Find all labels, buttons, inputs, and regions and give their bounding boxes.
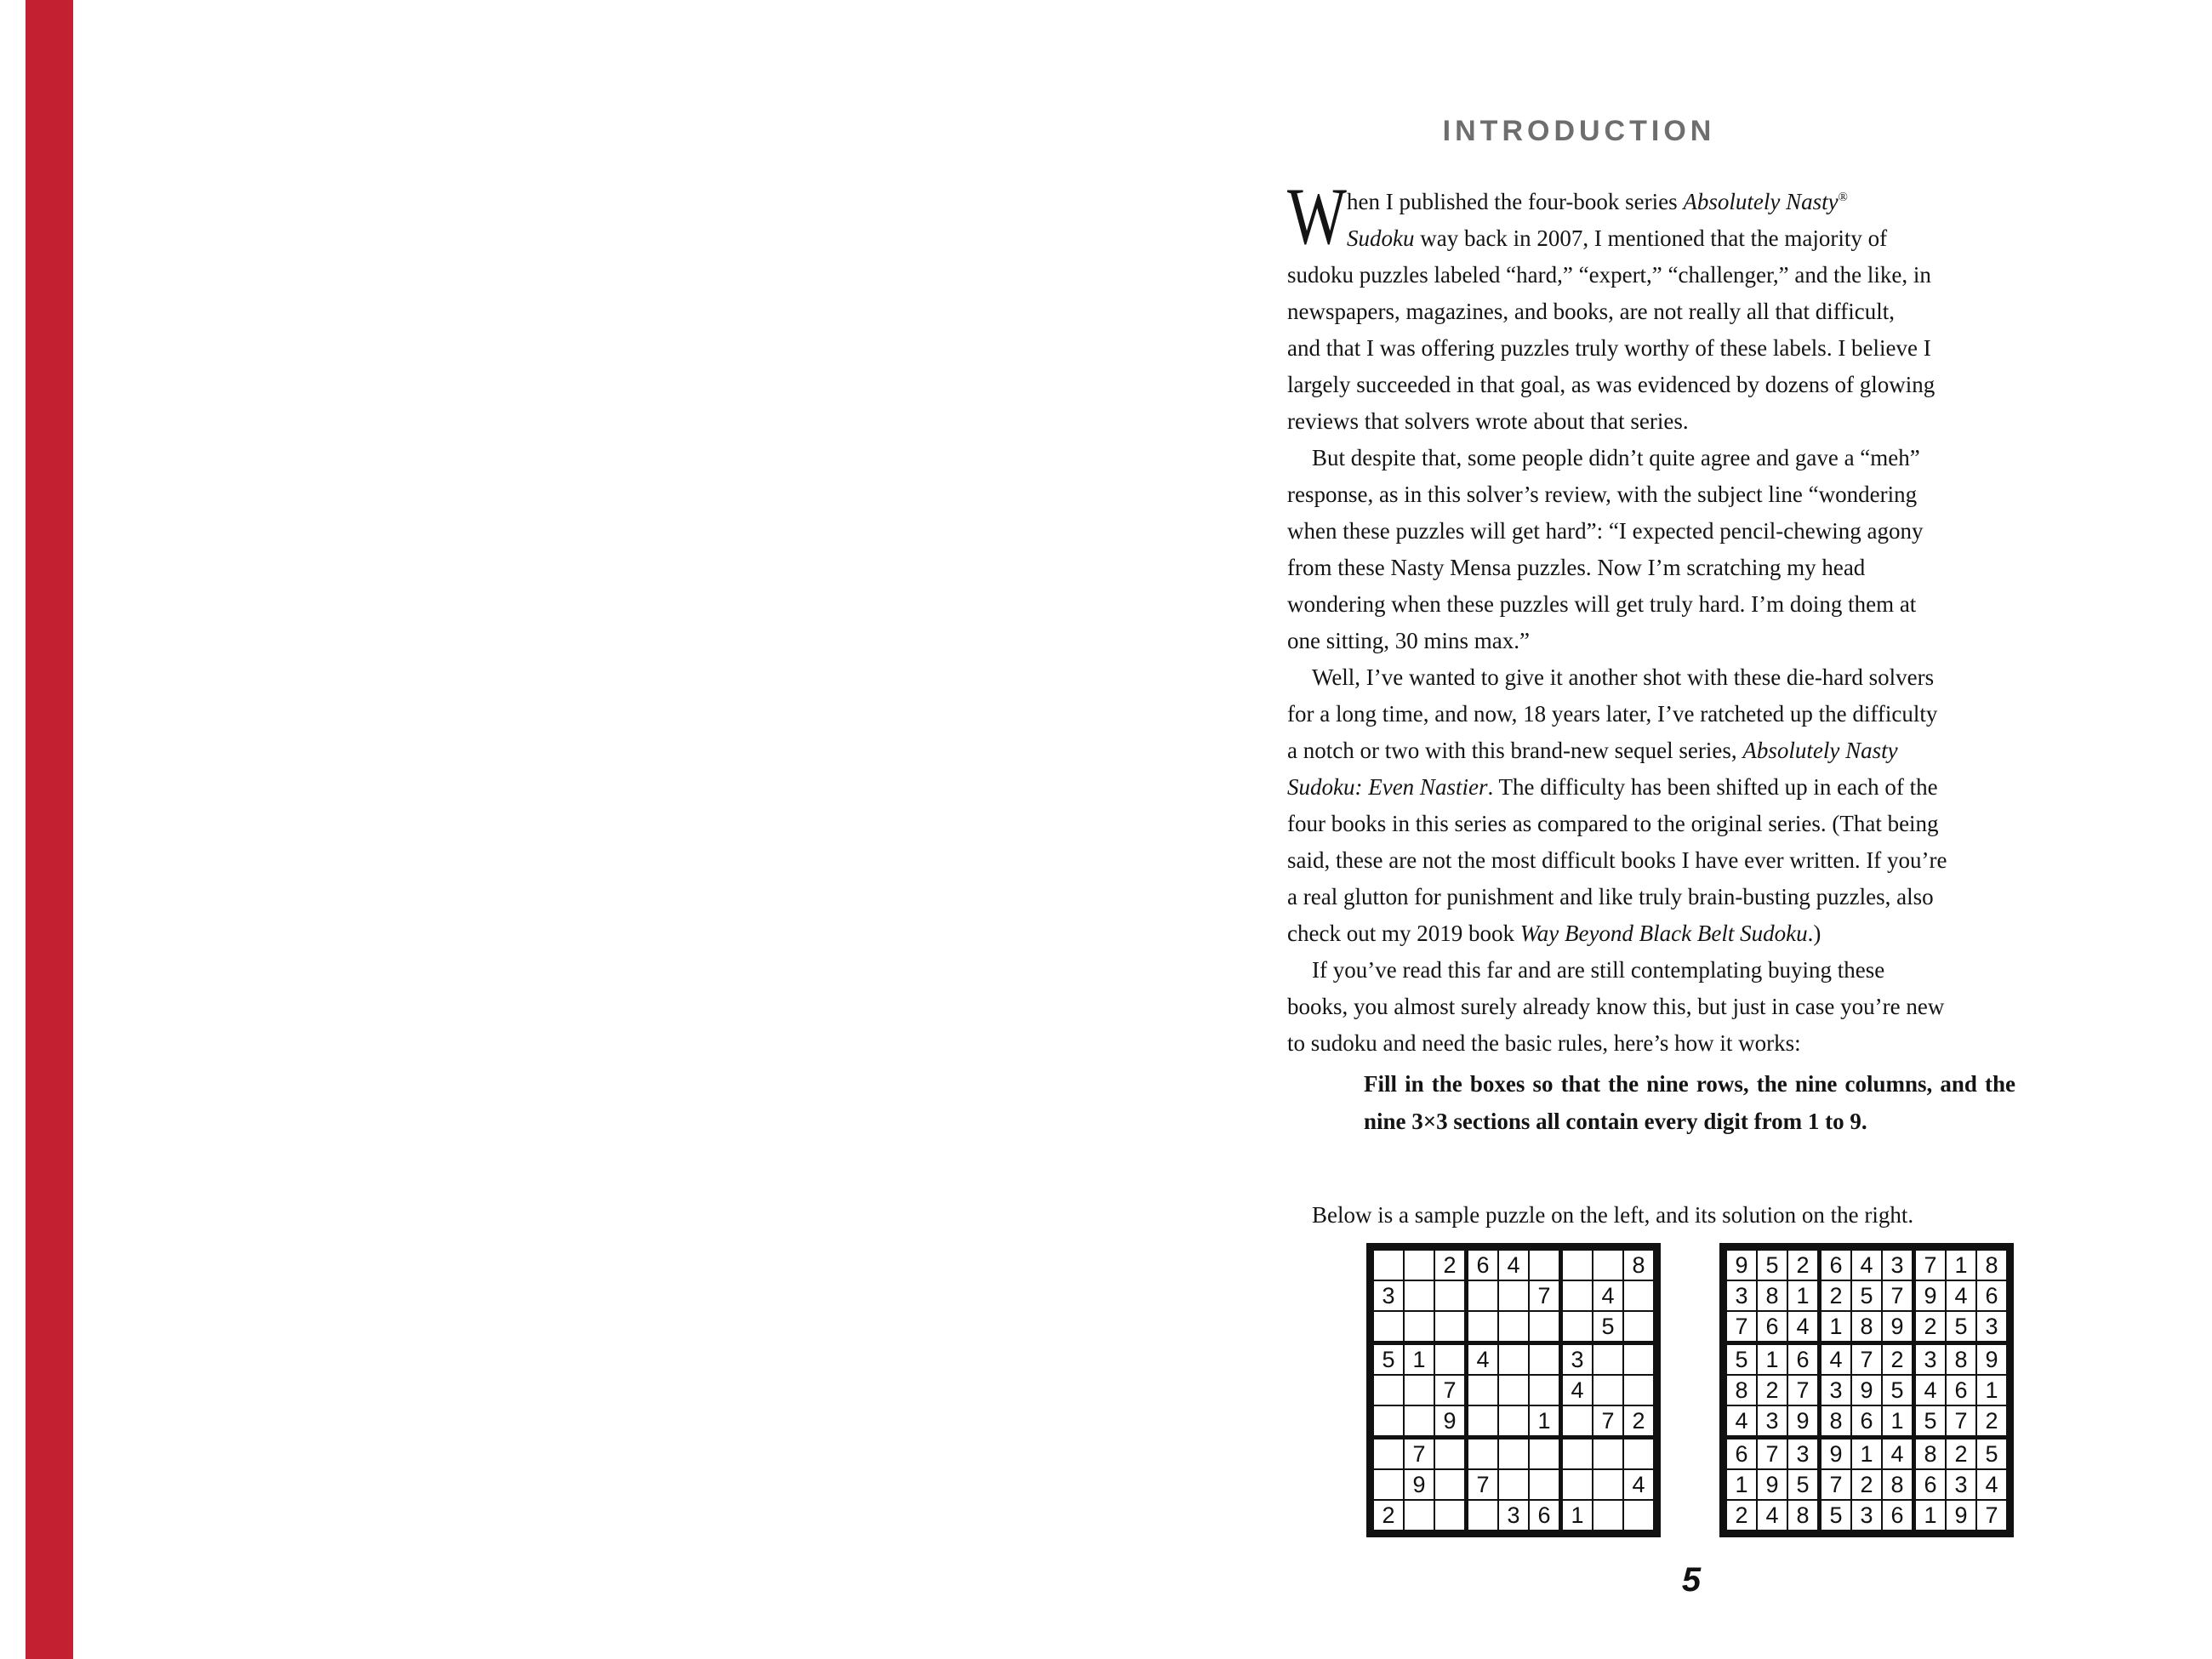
sudoku-cell: 2 [1373,1500,1404,1531]
paragraph [1287,440,2104,659]
sudoku-cell: 7 [1404,1438,1434,1470]
sudoku-cell: 4 [1498,1250,1529,1280]
sudoku-cell: 1 [1787,1280,1820,1311]
sudoku-cell: 7 [1946,1405,1976,1438]
sudoku-cell: 7 [1851,1343,1882,1376]
sudoku-cell: 9 [1851,1375,1882,1405]
sudoku-cell [1498,1438,1529,1470]
paragraph-text: hen I published the four-book series Absolutely Nasty® Sudoku way back in 2007, I mentioned that the majority of sudoku puzzles labeled “hard,” “expert,” “challenger,” and the like, in newspapers, magazines, and books, are not really all that difficult, and that I was offering puzzles truly worthy of these labels. I believe I largely succeeded in that goal, as was evidenced by dozens of glowing reviews that solvers wrote about that series. [1287,189,1936,434]
sudoku-cell: 2 [1623,1405,1654,1438]
sudoku-row [1373,1500,1654,1531]
sudoku-cell: 8 [1976,1250,2007,1280]
sudoku-cell [1373,1438,1404,1470]
sudoku-cell [1561,1311,1593,1343]
sudoku-cell: 7 [1467,1469,1499,1500]
sudoku-cell: 5 [1757,1250,1787,1280]
sudoku-row [1726,1250,2007,1280]
sudoku-cell: 4 [1882,1438,1914,1470]
sudoku-cell [1561,1405,1593,1438]
sudoku-cell [1434,1469,1467,1500]
sudoku-cell [1529,1343,1561,1376]
sudoku-cell [1498,1280,1529,1311]
sudoku-cell: 9 [1404,1469,1434,1500]
sudoku-cell: 1 [1529,1405,1561,1438]
sudoku-cell [1529,1438,1561,1470]
sudoku-cell [1467,1500,1499,1531]
sudoku-row [1373,1438,1654,1470]
sudoku-cell: 5 [1882,1375,1914,1405]
sudoku-cell [1593,1500,1623,1531]
sudoku-cell [1498,1469,1529,1500]
sudoku-cell: 2 [1434,1250,1467,1280]
sudoku-cell: 4 [1820,1343,1852,1376]
sudoku-cell: 5 [1851,1280,1882,1311]
sudoku-row [1373,1311,1654,1343]
sudoku-cell [1561,1280,1593,1311]
sudoku-cell [1593,1343,1623,1376]
sudoku-cell: 4 [1914,1375,1947,1405]
sudoku-cell: 6 [1914,1469,1947,1500]
sudoku-puzzle-grid [1366,1243,1661,1537]
sudoku-cell: 7 [1434,1375,1467,1405]
sudoku-cell [1404,1375,1434,1405]
sudoku-cell: 4 [1757,1500,1787,1531]
sudoku-cell [1373,1375,1404,1405]
sudoku-cell: 1 [1404,1343,1434,1376]
sudoku-cell [1373,1311,1404,1343]
sudoku-cell [1467,1405,1499,1438]
sudoku-cell: 1 [1976,1375,2007,1405]
sudoku-cell: 6 [1467,1250,1499,1280]
sudoku-cell [1498,1405,1529,1438]
sudoku-cell: 5 [1946,1311,1976,1343]
sudoku-cell: 7 [1882,1280,1914,1311]
sudoku-cell: 3 [1914,1343,1947,1376]
sudoku-cell: 3 [1882,1250,1914,1280]
sudoku-cell: 3 [1757,1405,1787,1438]
sudoku-cell [1404,1500,1434,1531]
paragraph [1287,171,2104,440]
sudoku-cell: 5 [1787,1469,1820,1500]
sudoku-cell: 4 [1561,1375,1593,1405]
sudoku-row [1726,1280,2007,1311]
sudoku-row [1373,1280,1654,1311]
sudoku-cell: 3 [1820,1375,1852,1405]
sudoku-cell: 6 [1976,1280,2007,1311]
sudoku-cell [1404,1405,1434,1438]
sudoku-cell: 3 [1787,1438,1820,1470]
paragraph-text: If you’ve read this far and are still contemplating buying these books, you almost surely already know this, but just in case you’re new to sudoku and need the basic rules, here’s how it works: [1287,957,1945,1056]
sudoku-cell: 2 [1820,1280,1852,1311]
drop-cap: W [1287,171,1347,261]
sudoku-cell: 6 [1757,1311,1787,1343]
sudoku-cell: 3 [1726,1280,1757,1311]
sudoku-cell: 2 [1787,1250,1820,1280]
sudoku-cell: 4 [1623,1469,1654,1500]
sudoku-cell: 5 [1726,1343,1757,1376]
sudoku-cell [1529,1311,1561,1343]
sudoku-cell [1529,1250,1561,1280]
sudoku-cell: 7 [1820,1469,1852,1500]
sudoku-cell: 8 [1820,1405,1852,1438]
sample-puzzle-caption: Below is a sample puzzle on the left, and its solution on the right. [1312,1202,1914,1228]
sudoku-cell: 7 [1757,1438,1787,1470]
sudoku-cell [1434,1500,1467,1531]
sudoku-cell [1623,1375,1654,1405]
sudoku-cell: 1 [1851,1438,1882,1470]
sudoku-cell: 2 [1757,1375,1787,1405]
sudoku-cell [1593,1375,1623,1405]
sudoku-cell: 1 [1946,1250,1976,1280]
sudoku-cell: 8 [1726,1375,1757,1405]
sudoku-cell: 4 [1593,1280,1623,1311]
introduction-body [1287,171,2104,1062]
sudoku-cell: 5 [1820,1500,1852,1531]
sudoku-cell [1561,1250,1593,1280]
sudoku-cell: 8 [1882,1469,1914,1500]
sudoku-cell [1561,1438,1593,1470]
sudoku-cell: 7 [1593,1405,1623,1438]
sudoku-cell: 7 [1529,1280,1561,1311]
sudoku-cell: 5 [1373,1343,1404,1376]
sudoku-cell [1623,1280,1654,1311]
sudoku-cell: 9 [1757,1469,1787,1500]
sudoku-cell: 9 [1820,1438,1852,1470]
sudoku-cell: 9 [1787,1405,1820,1438]
sudoku-row [1373,1343,1654,1376]
paragraph [1287,659,2104,952]
sudoku-cell: 8 [1787,1500,1820,1531]
sudoku-cell: 4 [1946,1280,1976,1311]
sudoku-cell: 9 [1882,1311,1914,1343]
sudoku-row [1726,1500,2007,1531]
paragraph-text: But despite that, some people didn’t quite agree and gave a “meh” response, as in this solver’s review, with the subject line “wondering when these puzzles will get hard”: “I expected pencil-chewing agony from these Nasty Mensa puzzles. Now I’m scratching my head wondering when these puzzles will get truly hard. I’m doing them at one sitting, 30 mins max.” [1287,445,1924,653]
sudoku-cell: 4 [1467,1343,1499,1376]
sudoku-row [1726,1375,2007,1405]
sudoku-cell [1434,1343,1467,1376]
page-title: INTRODUCTION [1442,115,1716,147]
sudoku-cell [1404,1250,1434,1280]
sudoku-cell: 3 [1373,1280,1404,1311]
sudoku-cell: 3 [1946,1469,1976,1500]
sudoku-row [1373,1405,1654,1438]
sudoku-cell [1373,1469,1404,1500]
sudoku-cell [1373,1405,1404,1438]
sudoku-cell: 8 [1914,1438,1947,1470]
sudoku-cell: 2 [1851,1469,1882,1500]
paragraph-text: Well, I’ve wanted to give it another shot with these die-hard solvers for a long time, and now, 18 years later, I’ve ratcheted up the difficulty a notch or two with this brand-new sequel series, Absolutely Nasty Sudoku: Even Nastier. The difficulty has been shifted up in each of the four books in this series as compared to the original series. (That being said, these are not the most difficult books I have ever written. If you’re a real glutton for punishment and like truly brain-busting puzzles, also check out my 2019 book Way Beyond Black Belt Sudoku.) [1287,664,1947,946]
sudoku-cell: 8 [1757,1280,1787,1311]
sudoku-table [1725,1249,2008,1531]
sudoku-cell: 6 [1882,1500,1914,1531]
sudoku-cell: 2 [1914,1311,1947,1343]
sudoku-cell: 5 [1593,1311,1623,1343]
sudoku-cell: 6 [1726,1438,1757,1470]
sudoku-cell [1467,1280,1499,1311]
rules-blockquote: Fill in the boxes so that the nine rows, the nine columns, and the nine 3×3 sections all contain every digit from 1 to 9. [1364,1071,2015,1134]
sudoku-cell: 7 [1976,1500,2007,1531]
page-number: 5 [1681,1561,1702,1599]
paragraph [1287,952,2104,1062]
sudoku-cell [1623,1343,1654,1376]
sudoku-cell [1498,1343,1529,1376]
sudoku-cell: 1 [1726,1469,1757,1500]
sudoku-cell: 9 [1726,1250,1757,1280]
sudoku-row [1373,1250,1654,1280]
sudoku-cell [1467,1375,1499,1405]
sudoku-cell: 8 [1623,1250,1654,1280]
sudoku-cell: 1 [1882,1405,1914,1438]
sudoku-cell: 4 [1851,1250,1882,1280]
sudoku-cell: 5 [1914,1405,1947,1438]
book-cover-edge-strip [26,0,73,1659]
sudoku-cell: 1 [1820,1311,1852,1343]
sudoku-cell [1498,1311,1529,1343]
sudoku-cell: 9 [1946,1500,1976,1531]
sudoku-cell: 3 [1976,1311,2007,1343]
sudoku-cell: 2 [1946,1438,1976,1470]
sudoku-cell [1434,1280,1467,1311]
sudoku-cell [1467,1311,1499,1343]
sudoku-cell: 8 [1851,1311,1882,1343]
sudoku-cell: 7 [1914,1250,1947,1280]
sudoku-cell [1623,1500,1654,1531]
sudoku-row [1726,1343,2007,1376]
sudoku-cell: 4 [1976,1469,2007,1500]
sudoku-cell: 4 [1726,1405,1757,1438]
sudoku-cell: 6 [1946,1375,1976,1405]
sudoku-row [1726,1438,2007,1470]
sudoku-cell: 6 [1787,1343,1820,1376]
sudoku-cell: 2 [1976,1405,2007,1438]
sudoku-row [1726,1405,2007,1438]
sudoku-cell [1434,1311,1467,1343]
sudoku-cell: 8 [1946,1343,1976,1376]
sudoku-cell: 3 [1561,1343,1593,1376]
sudoku-cell: 2 [1882,1343,1914,1376]
sudoku-cell [1623,1311,1654,1343]
sudoku-cell: 7 [1787,1375,1820,1405]
sudoku-cell: 9 [1434,1405,1467,1438]
sudoku-cell [1529,1375,1561,1405]
sudoku-cell: 7 [1726,1311,1757,1343]
sudoku-cell: 4 [1787,1311,1820,1343]
sudoku-cell: 9 [1976,1343,2007,1376]
sudoku-cell: 2 [1726,1500,1757,1531]
sudoku-cell [1434,1438,1467,1470]
sudoku-cell [1404,1311,1434,1343]
sudoku-cell [1593,1469,1623,1500]
sudoku-cell [1623,1438,1654,1470]
sudoku-cell: 5 [1976,1438,2007,1470]
sudoku-cell: 3 [1498,1500,1529,1531]
sudoku-cell [1404,1280,1434,1311]
sudoku-cell [1529,1469,1561,1500]
sudoku-cell: 6 [1529,1500,1561,1531]
sudoku-cell: 3 [1851,1500,1882,1531]
sudoku-cell [1561,1469,1593,1500]
sudoku-cell [1467,1438,1499,1470]
sudoku-cell: 1 [1914,1500,1947,1531]
sudoku-row [1726,1311,2007,1343]
sudoku-row [1373,1469,1654,1500]
sudoku-table [1372,1249,1655,1531]
sudoku-cell: 1 [1757,1343,1787,1376]
sudoku-cell: 1 [1561,1500,1593,1531]
sudoku-cell [1593,1250,1623,1280]
sudoku-row [1373,1375,1654,1405]
sudoku-solution-grid [1719,1243,2014,1537]
sudoku-cell [1498,1375,1529,1405]
sudoku-row [1726,1469,2007,1500]
sudoku-cell [1593,1438,1623,1470]
sudoku-cell: 6 [1851,1405,1882,1438]
sudoku-cell: 6 [1820,1250,1852,1280]
sudoku-cell: 9 [1914,1280,1947,1311]
sudoku-cell [1373,1250,1404,1280]
